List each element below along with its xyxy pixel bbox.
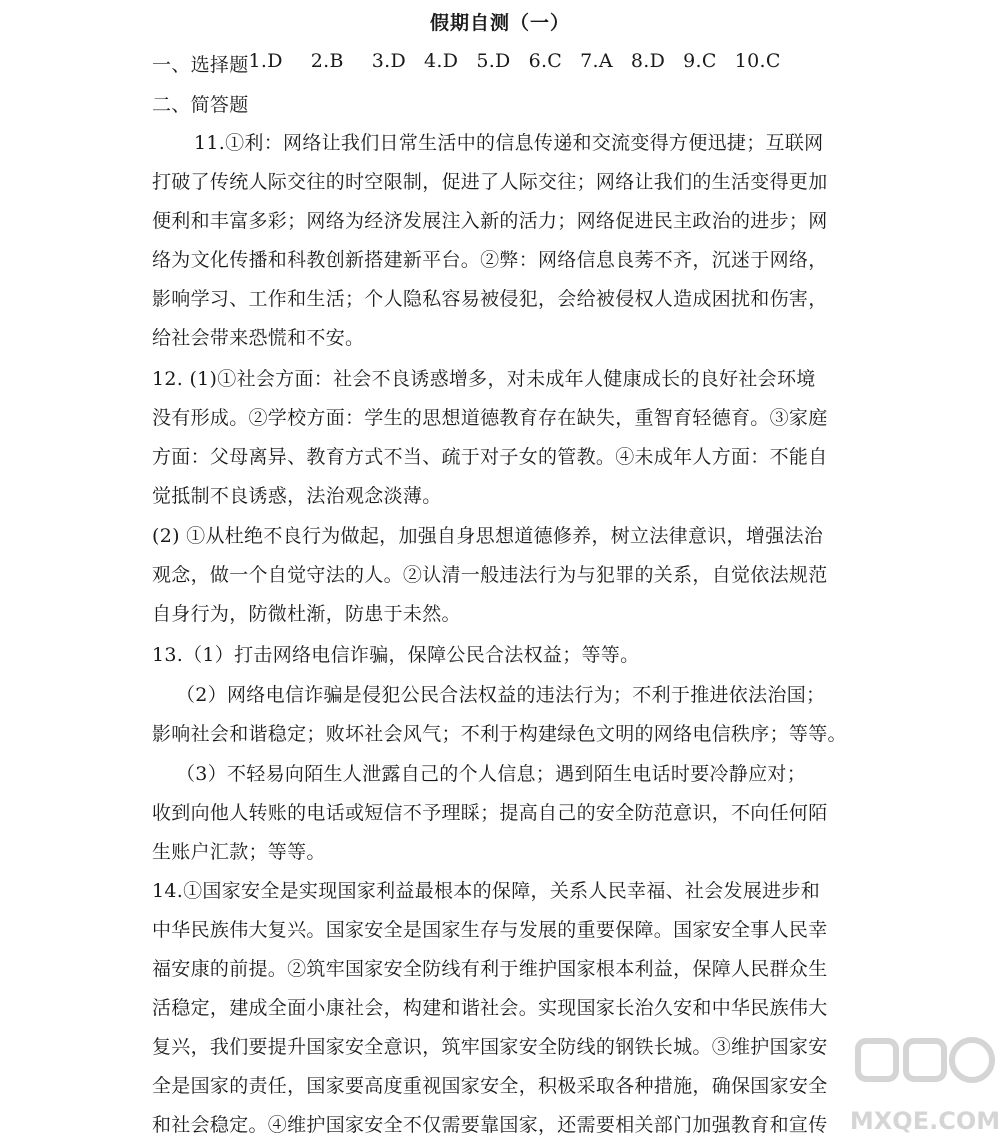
section-label-choice: 一、选择题 xyxy=(152,54,249,76)
text-line: 14.①国家安全是实现国家利益最根本的保障，关系人民幸福、社会发展进步和 xyxy=(152,880,821,902)
page-title: 假期自测（一） xyxy=(429,12,570,34)
text-line: 12. (1)①社会方面：社会不良诱惑增多，对未成年人健康成长的良好社会环境 xyxy=(152,368,816,390)
text-line: 观念，做一个自觉守法的人。②认清一般违法行为与犯罪的关系，自觉依法规范 xyxy=(152,564,828,586)
text-line: 13.（1）打击网络电信诈骗，保障公民合法权益；等等。 xyxy=(152,644,640,666)
text-line: 11.①利：网络让我们日常生活中的信息传递和交流变得方便迅捷；互联网 xyxy=(194,132,824,154)
answer-2: 2.B xyxy=(310,50,344,72)
text-line: 活稳定，建成全面小康社会，构建和谐社会。实现国家长治久安和中华民族伟大 xyxy=(152,997,828,1019)
text-line: 没有形成。②学校方面：学生的思想道德教育存在缺失，重智育轻德育。③家庭 xyxy=(152,407,828,429)
answer-10: 10.C xyxy=(734,50,781,72)
text-line: 便利和丰富多彩；网络为经济发展注入新的活力；网络促进民主政治的进步；网 xyxy=(152,210,828,232)
answer-6: 6.C xyxy=(528,50,563,72)
text-line: (2) ①从杜绝不良行为做起，加强自身思想道德修养，树立法律意识，增强法治 xyxy=(152,525,824,547)
text-line: 影响学习、工作和生活；个人隐私容易被侵犯，会给被侵权人造成困扰和伤害， xyxy=(152,288,828,310)
text-line: 收到向他人转账的电话或短信不予理睬；提高自己的安全防范意识，不向任何陌 xyxy=(152,802,828,824)
text-line: 生账户汇款；等等。 xyxy=(152,841,326,863)
text-line: 打破了传统人际交往的时空限制，促进了人际交往；网络让我们的生活变得更加 xyxy=(152,171,828,193)
answer-9: 9.C xyxy=(683,50,717,72)
text-line: 方面：父母离异、教育方式不当、疏于对子女的管教。④未成年人方面：不能自 xyxy=(152,446,828,468)
text-line: 影响社会和谐稳定；败坏社会风气；不利于构建绿色文明的网络电信秩序；等等。 xyxy=(152,723,847,745)
text-line: 全是国家的责任，国家要高度重视国家安全，积极采取各种措施，确保国家安全 xyxy=(152,1075,828,1097)
text-line: 和社会稳定。④维护国家安全不仅需要靠国家，还需要相关部门加强教育和宣传 xyxy=(152,1114,828,1136)
watermark-text: MXQE.COM xyxy=(850,1107,1000,1135)
answer-1: 1.D xyxy=(248,50,283,72)
multiple-choice-answers xyxy=(152,50,852,77)
text-line: （2）网络电信诈骗是侵犯公民合法权益的违法行为；不利于推进依法治国； xyxy=(176,684,826,706)
text-line: 络为文化传播和科教创新搭建新平台。②弊：网络信息良莠不齐，沉迷于网络， xyxy=(152,249,828,271)
answer-3: 3.D xyxy=(371,50,407,72)
watermark-logo xyxy=(850,1031,1000,1141)
text-line: （3）不轻易向陌生人泄露自己的个人信息；遇到陌生电话时要冷静应对； xyxy=(176,763,806,785)
text-line: 复兴，我们要提升国家安全意识，筑牢国家安全防线的钢铁长城。③维护国家安 xyxy=(152,1036,828,1058)
text-line: 中华民族伟大复兴。国家安全是国家生存与发展的重要保障。国家安全事人民幸 xyxy=(152,919,828,941)
text-line: 福安康的前提。②筑牢国家安全防线有利于维护国家根本利益，保障人民群众生 xyxy=(152,958,828,980)
answer-8: 8.D xyxy=(630,50,666,72)
text-line: 觉抵制不良诱惑，法治观念淡薄。 xyxy=(152,485,442,507)
section-label-short-answer: 二、简答题 xyxy=(152,94,249,116)
answer-7: 7.A xyxy=(580,50,613,72)
text-line: 自身行为，防微杜渐，防患于未然。 xyxy=(152,603,461,625)
answer-5: 5.D xyxy=(476,50,511,72)
text-line: 给社会带来恐慌和不安。 xyxy=(152,327,365,349)
answer-4: 4.D xyxy=(424,50,459,72)
